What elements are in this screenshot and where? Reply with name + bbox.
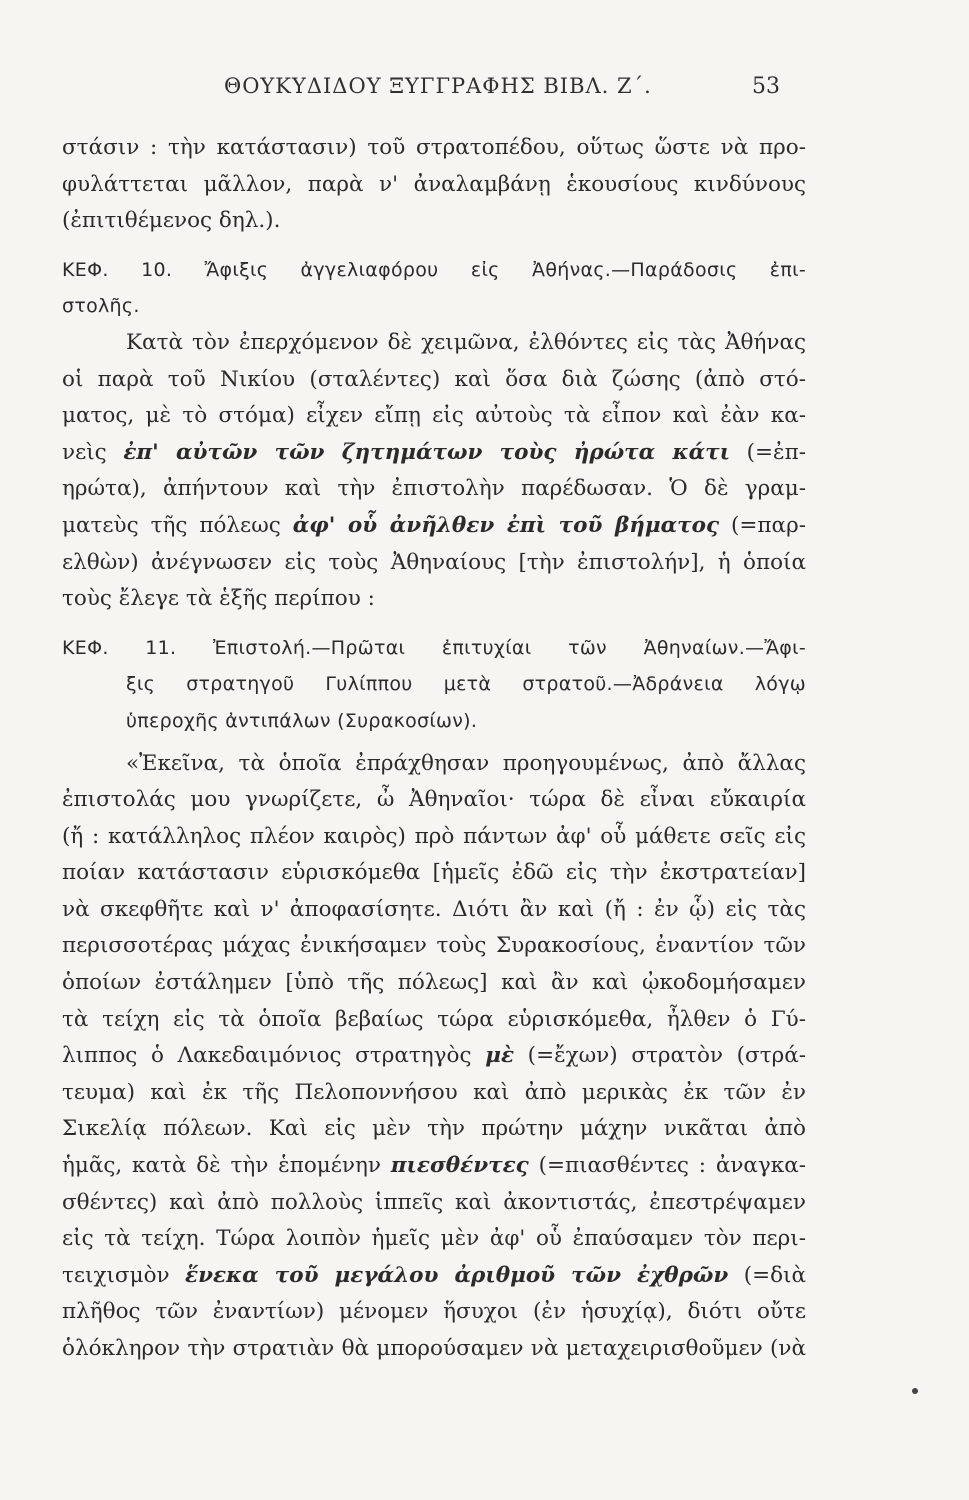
text-line: (ἐπιτιθέμενος δηλ.).	[62, 208, 281, 234]
text-line: στάσιν : τὴν κατάστασιν) τοῦ στρατοπέδου, οὕτως ὥστε νὰ προ-	[62, 135, 806, 160]
emphasized-phrase: ἕνεκα τοῦ μεγάλου ἀριθμοῦ τῶν ἐχθρῶν	[185, 1262, 729, 1288]
text-line: φυλάττεται μᾶλλον, παρὰ ν' ἀναλαμβάνῃ ἑκουσίους κινδύνους	[62, 171, 806, 197]
text-line: νὰ σκεφθῆτε καὶ ν' ἀποφασίσητε. Διότι ἂν καὶ (ἤ : ἐν ᾧ) εἰς τὰς	[62, 896, 806, 922]
text-line	[62, 1148, 806, 1185]
text-run: (=πιασθέντες : ἀναγκα-	[528, 1153, 806, 1179]
text-line: περισσοτέρας μάχας ἐνικήσαμεν τοὺς Συρακοσίους, ἐναντίον τῶν	[62, 933, 806, 959]
text-line: ἐπιστολάς μου γνωρίζετε, ὦ Ἀθηναῖοι· τώρα δὲ εἶναι εὔκαιρία	[62, 787, 806, 813]
text-line: τευμα) καὶ ἐκ τῆς Πελοποννήσου καὶ ἀπὸ μερικὰς ἐκ τῶν ἐν	[62, 1079, 806, 1105]
text-line	[62, 435, 806, 472]
chapter-heading-10: ΚΕΦ. 10. Ἄφιξις ἀγγελιαφόρου εἰς Ἀθήνας.—Παράδοσις ἐπι-	[62, 258, 806, 281]
chapter-heading-11-cont: ξις στρατηγοῦ Γυλίππου μετὰ στρατοῦ.—Ἀδράνεια λόγῳ	[126, 673, 806, 696]
text-line	[62, 508, 806, 545]
body-text	[62, 130, 806, 1368]
text-run: (=διὰ	[728, 1262, 806, 1288]
text-line	[62, 1038, 806, 1075]
text-line: τὰ τείχη εἰς τὰ ὁποῖα βεβαίως τώρα εὑρισκόμεθα, ἦλθεν ὁ Γύ-	[62, 1006, 806, 1032]
running-title: ΘΟΥΚΥΔΙΔΟΥ ΞΥΓΓΡΑΦΗΣ ΒΙΒΛ. Ζ΄.	[224, 74, 652, 98]
text-run: λιππος ὁ Λακεδαιμόνιος στρατηγὸς	[62, 1043, 486, 1069]
text-line: ποίαν κατάστασιν εὑρισκόμεθα [ἡμεῖς ἐδῶ εἰς τὴν ἐκστρατείαν]	[62, 860, 806, 886]
emphasized-phrase: πιεσθέντες	[390, 1153, 529, 1179]
text-run: τειχισμὸν	[62, 1262, 185, 1288]
text-line: τοὺς ἔλεγε τὰ ἑξῆς περίπου :	[62, 586, 375, 612]
text-run: (=ἔχων) στρατὸν (στρά-	[514, 1043, 806, 1069]
emphasized-phrase: ἐπ' αὐτῶν τῶν ζητημάτων τοὺς ἠρώτα κάτι	[123, 439, 731, 465]
text-run: (=ἐπ-	[730, 439, 806, 465]
ink-speck	[912, 1388, 918, 1394]
chapter-heading-11: ΚΕΦ. 11. Ἐπιστολή.—Πρῶται ἐπιτυχίαι τῶν Ἀθηναίων.—Ἄφι-	[62, 636, 806, 659]
text-line: Σικελίᾳ πόλεων. Καὶ εἰς μὲν τὴν πρώτην μάχην νικᾶται ἀπὸ	[62, 1116, 806, 1142]
text-run: νεὶς	[62, 439, 124, 465]
page-number: 53	[752, 74, 780, 99]
text-line: ηρώτα), ἀπήντουν καὶ τὴν ἐπιστολὴν παρέδωσαν. Ὁ δὲ γραμ-	[62, 476, 806, 502]
text-run: ματεὺς τῆς πόλεως	[62, 512, 293, 538]
text-line: ὁποίων ἐστάλημεν [ὑπὸ τῆς πόλεως] καὶ ἂν καὶ ᾠκοδομήσαμεν	[62, 970, 806, 996]
paragraph-start: «Ἐκεῖνα, τὰ ὁποῖα ἐπράχθησαν προηγουμένως, ἀπὸ ἄλλας	[126, 750, 806, 776]
text-line: (ἤ : κατάλληλος πλέον καιρὸς) πρὸ πάντων ἀφ' οὗ μάθετε σεῖς εἰς	[62, 823, 806, 849]
emphasized-phrase: μὲ	[485, 1043, 515, 1069]
text-line: εἰς τὰ τείχη. Τώρα λοιπὸν ἡμεῖς μὲν ἀφ' οὗ ἐπαύσαμεν τὸν περι-	[62, 1226, 806, 1252]
text-line: σθέντες) καὶ ἀπὸ πολλοὺς ἱππεῖς καὶ ἀκοντιστάς, ἐπεστρέψαμεν	[62, 1189, 806, 1215]
text-line	[62, 1258, 806, 1295]
text-line: πλῆθος τῶν ἐναντίων) μένομεν ἥσυχοι (ἐν ἡσυχίᾳ), διότι οὔτε	[62, 1299, 806, 1325]
chapter-heading-10-cont: στολῆς.	[62, 295, 140, 318]
text-line: ὁλόκληρον τὴν στρατιὰν θὰ μπορούσαμεν νὰ μεταχειρισθοῦμεν (νὰ	[62, 1336, 806, 1361]
text-line: ματος, μὲ τὸ στόμα) εἶχεν εἴπῃ εἰς αὐτοὺς τὰ εἶπον καὶ ἐὰν κα-	[62, 403, 806, 429]
text-line: οἱ παρὰ τοῦ Νικίου (σταλέντες) καὶ ὅσα διὰ ζώσης (ἀπὸ στό-	[62, 366, 806, 392]
chapter-heading-11-cont: ὑπεροχῆς ἀντιπάλων (Συρακοσίων).	[126, 709, 478, 732]
text-line: ελθὼν) ἀνέγνωσεν εἰς τοὺς Ἀθηναίους [τὴν ἐπιστολήν], ἡ ὁποία	[62, 549, 806, 575]
text-run: (=παρ-	[719, 512, 806, 538]
text-run: ἡμᾶς, κατὰ δὲ τὴν ἑπομένην	[62, 1153, 391, 1179]
paragraph-start: Κατὰ τὸν ἐπερχόμενον δὲ χειμῶνα, ἐλθόντες εἰς τὰς Ἀθήνας	[126, 329, 806, 355]
emphasized-phrase: ἀφ' οὗ ἀνῆλθεν ἐπὶ τοῦ βήματος	[292, 512, 720, 538]
